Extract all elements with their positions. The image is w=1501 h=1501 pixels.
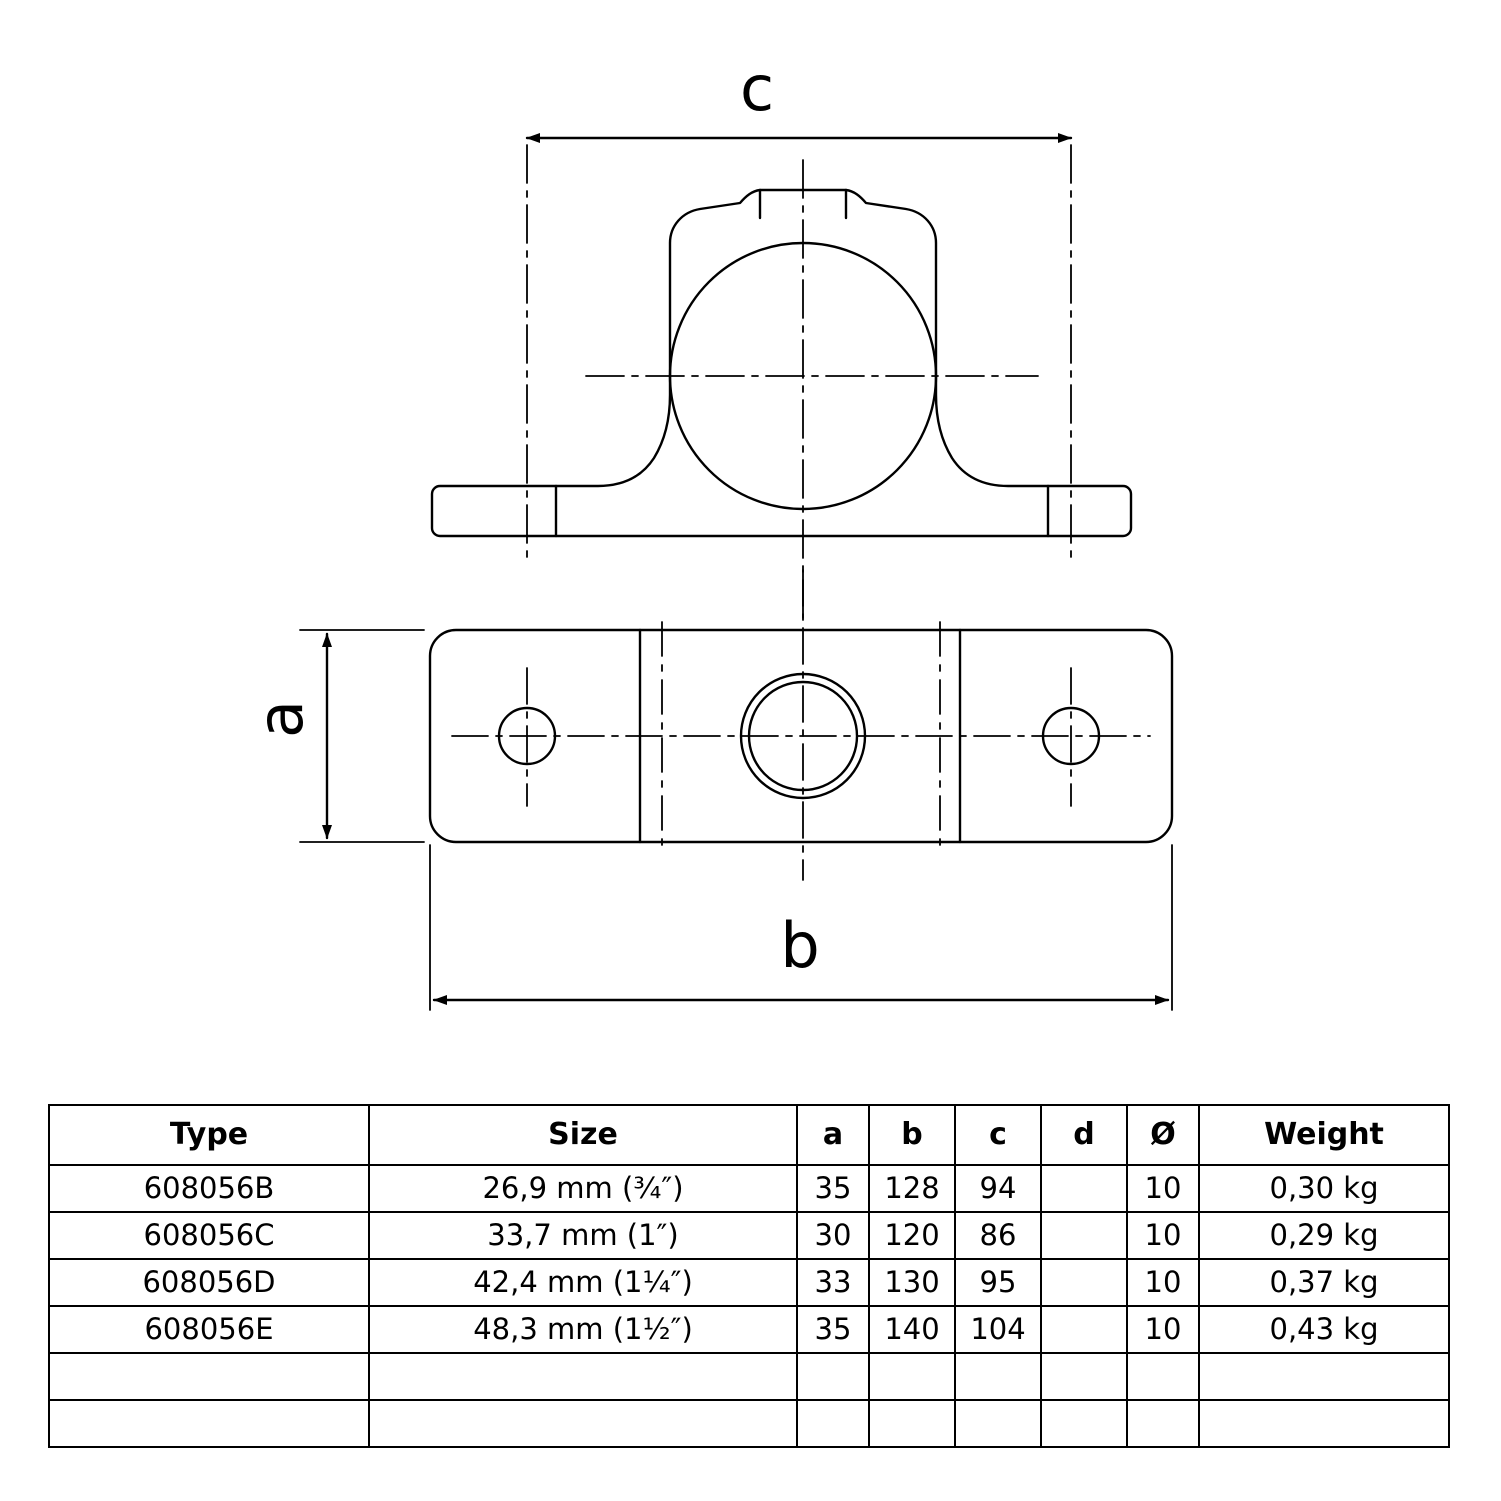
cell-empty	[1199, 1400, 1449, 1447]
dimension-a-extensions	[300, 630, 424, 842]
cell-type: 608056D	[49, 1259, 369, 1306]
cell-empty	[1199, 1353, 1449, 1400]
cell-d	[1041, 1259, 1127, 1306]
cell-type: 608056C	[49, 1212, 369, 1259]
column-header-b: b	[869, 1105, 955, 1165]
table-row	[49, 1306, 1449, 1353]
column-header-d: d	[1041, 1105, 1127, 1165]
table-row-empty	[49, 1400, 1449, 1447]
cell-b: 140	[869, 1306, 955, 1353]
cell-diameter: 10	[1127, 1165, 1199, 1212]
cell-weight: 0,30 kg	[1199, 1165, 1449, 1212]
cell-b: 130	[869, 1259, 955, 1306]
cell-weight: 0,43 kg	[1199, 1306, 1449, 1353]
cell-diameter: 10	[1127, 1259, 1199, 1306]
cell-empty	[369, 1353, 797, 1400]
cell-empty	[797, 1353, 869, 1400]
cell-size: 33,7 mm (1″)	[369, 1212, 797, 1259]
table-row	[49, 1259, 1449, 1306]
table-row	[49, 1165, 1449, 1212]
specification-table	[48, 1104, 1448, 1448]
cell-diameter: 10	[1127, 1306, 1199, 1353]
cell-type: 608056E	[49, 1306, 369, 1353]
dimension-label-c: c	[739, 52, 775, 125]
front-view-outline	[432, 190, 1131, 536]
cell-d	[1041, 1306, 1127, 1353]
cell-empty	[1041, 1400, 1127, 1447]
cell-empty	[49, 1353, 369, 1400]
cell-c: 94	[955, 1165, 1041, 1212]
cell-empty	[869, 1400, 955, 1447]
cell-c: 104	[955, 1306, 1041, 1353]
cell-b: 120	[869, 1212, 955, 1259]
cell-empty	[1127, 1400, 1199, 1447]
cell-size: 48,3 mm (1½″)	[369, 1306, 797, 1353]
column-header-c: c	[955, 1105, 1041, 1165]
cell-diameter: 10	[1127, 1212, 1199, 1259]
dimension-label-a: a	[244, 700, 317, 738]
cell-b: 128	[869, 1165, 955, 1212]
column-header-diameter: Ø	[1127, 1105, 1199, 1165]
cell-c: 86	[955, 1212, 1041, 1259]
cell-empty	[49, 1400, 369, 1447]
column-header-size: Size	[369, 1105, 797, 1165]
cell-d	[1041, 1212, 1127, 1259]
table-row-empty	[49, 1353, 1449, 1400]
cell-a: 33	[797, 1259, 869, 1306]
table-row	[49, 1212, 1449, 1259]
cell-empty	[955, 1353, 1041, 1400]
dimension-label-b: b	[780, 909, 820, 982]
cell-a: 35	[797, 1306, 869, 1353]
cell-type: 608056B	[49, 1165, 369, 1212]
cell-empty	[1041, 1353, 1127, 1400]
cell-weight: 0,29 kg	[1199, 1212, 1449, 1259]
front-view-centrelines	[527, 145, 1071, 620]
cell-size: 42,4 mm (1¼″)	[369, 1259, 797, 1306]
cell-a: 35	[797, 1165, 869, 1212]
cell-empty	[369, 1400, 797, 1447]
column-header-weight: Weight	[1199, 1105, 1449, 1165]
table-header-row	[49, 1105, 1449, 1165]
cell-weight: 0,37 kg	[1199, 1259, 1449, 1306]
cell-size: 26,9 mm (¾″)	[369, 1165, 797, 1212]
cell-empty	[955, 1400, 1041, 1447]
cell-a: 30	[797, 1212, 869, 1259]
column-header-type: Type	[49, 1105, 369, 1165]
cell-empty	[869, 1353, 955, 1400]
cell-empty	[797, 1400, 869, 1447]
cell-c: 95	[955, 1259, 1041, 1306]
cell-d	[1041, 1165, 1127, 1212]
column-header-a: a	[797, 1105, 869, 1165]
cell-empty	[1127, 1353, 1199, 1400]
